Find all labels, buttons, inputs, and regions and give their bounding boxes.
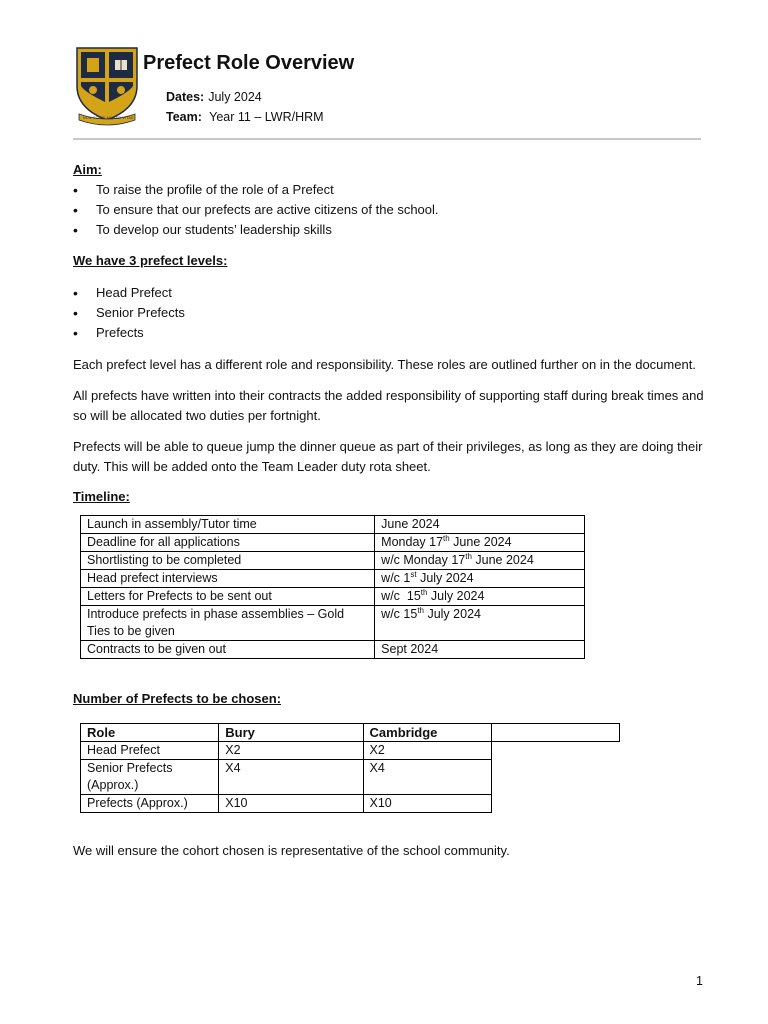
- timeline-date: [375, 606, 585, 641]
- prefect-numbers-table: [80, 723, 620, 813]
- date-text: July 2024: [427, 589, 485, 603]
- date-text: w/c 15: [381, 607, 418, 621]
- timeline-event: Introduce prefects in phase assemblies – Gold Ties to be given: [81, 606, 375, 641]
- table-cell: X10: [219, 795, 363, 813]
- date-text: Sept 2024: [381, 642, 439, 656]
- page-title: Prefect Role Overview: [143, 52, 355, 74]
- table-header-row: [81, 724, 620, 742]
- timeline-date: [375, 534, 585, 552]
- table-row: [81, 570, 585, 588]
- date-text: July 2024: [423, 607, 481, 621]
- table-row: [81, 795, 620, 813]
- dates-value: July 2024: [208, 90, 262, 104]
- table-cell: Prefects (Approx.): [81, 795, 219, 813]
- aim-list: [73, 180, 705, 240]
- dates-line: [166, 90, 262, 104]
- date-ordinal-suffix: th: [417, 605, 424, 615]
- levels-heading: We have 3 prefect levels:: [73, 253, 228, 268]
- date-ordinal-suffix: st: [410, 569, 417, 579]
- date-ordinal-suffix: th: [465, 551, 472, 561]
- table-cell: X4: [363, 760, 491, 795]
- timeline-date: [375, 641, 585, 659]
- column-header: Role: [81, 724, 219, 742]
- header-divider: [73, 138, 701, 140]
- date-text: June 2024: [381, 517, 440, 531]
- table-cell: X4: [219, 760, 363, 795]
- timeline-heading: Timeline:: [73, 489, 130, 504]
- timeline-event: Shortlisting to be completed: [81, 552, 375, 570]
- team-line: [166, 110, 324, 124]
- crest-motto: NON SCHOLAE SED VITAE: [83, 116, 134, 120]
- table-cell: Senior Prefects (Approx.): [81, 760, 219, 795]
- timeline-date: [375, 516, 585, 534]
- date-text: w/c 1: [381, 571, 411, 585]
- date-ordinal-suffix: th: [420, 587, 428, 597]
- timeline-event: Head prefect interviews: [81, 570, 375, 588]
- list-item: • Senior Prefects: [96, 303, 705, 323]
- team-label: Team:: [166, 110, 202, 124]
- timeline-date: [375, 588, 585, 606]
- school-crest-logo: [75, 46, 139, 126]
- empty-cell: [491, 724, 619, 742]
- document-body: [73, 160, 705, 861]
- table-row: [81, 760, 620, 795]
- column-header: Cambridge: [363, 724, 491, 742]
- table-cell: Head Prefect: [81, 742, 219, 760]
- page-number: 1: [696, 974, 703, 988]
- timeline-event: Launch in assembly/Tutor time: [81, 516, 375, 534]
- table-row: [81, 606, 585, 641]
- list-item: • To ensure that our prefects are active citizens of the school.: [96, 200, 705, 220]
- timeline-event: Deadline for all applications: [81, 534, 375, 552]
- date-text: June 2024: [449, 535, 512, 549]
- list-item: • Head Prefect: [96, 283, 705, 303]
- list-item: • Prefects: [96, 323, 705, 343]
- date-text: w/c Monday 17: [381, 553, 466, 567]
- table-row: [81, 516, 585, 534]
- table-row: [81, 588, 585, 606]
- date-text: July 2024: [416, 571, 474, 585]
- timeline-event: Contracts to be given out: [81, 641, 375, 659]
- timeline-event: Letters for Prefects to be sent out: [81, 588, 375, 606]
- table-cell: X2: [219, 742, 363, 760]
- dates-label: Dates:: [166, 90, 205, 104]
- aim-heading: Aim:: [73, 162, 102, 177]
- date-text: Monday 17: [381, 535, 444, 549]
- table-row: [81, 742, 620, 760]
- timeline-table: [80, 515, 585, 659]
- list-item: • To raise the profile of the role of a Prefect: [96, 180, 705, 200]
- date-text: w/c 15: [381, 589, 421, 603]
- table-row: [81, 534, 585, 552]
- date-text: June 2024: [471, 553, 534, 567]
- column-header: Bury: [219, 724, 363, 742]
- table-row: [81, 641, 585, 659]
- paragraph: Each prefect level has a different role and responsibility. These roles are outlined further on in the document.: [73, 357, 696, 372]
- timeline-date: [375, 552, 585, 570]
- levels-list: [73, 283, 705, 343]
- table-row: [81, 552, 585, 570]
- team-value: Year 11 – LWR/HRM: [209, 110, 324, 124]
- numbers-heading: Number of Prefects to be chosen:: [73, 691, 282, 706]
- closing-paragraph: We will ensure the cohort chosen is representative of the school community.: [73, 843, 510, 858]
- table-cell: X2: [363, 742, 491, 760]
- paragraph: All prefects have written into their contracts the added responsibility of supporting staff during break times and so will be allocated two duties per fortnight.: [73, 388, 704, 423]
- timeline-date: [375, 570, 585, 588]
- table-cell: X10: [363, 795, 491, 813]
- paragraph: Prefects will be able to queue jump the dinner queue as part of their privileges, as long as they are doing their duty. This will be added onto the Team Leader duty rota sheet.: [73, 439, 703, 474]
- list-item: • To develop our students’ leadership skills: [96, 220, 705, 240]
- date-ordinal-suffix: th: [443, 533, 450, 543]
